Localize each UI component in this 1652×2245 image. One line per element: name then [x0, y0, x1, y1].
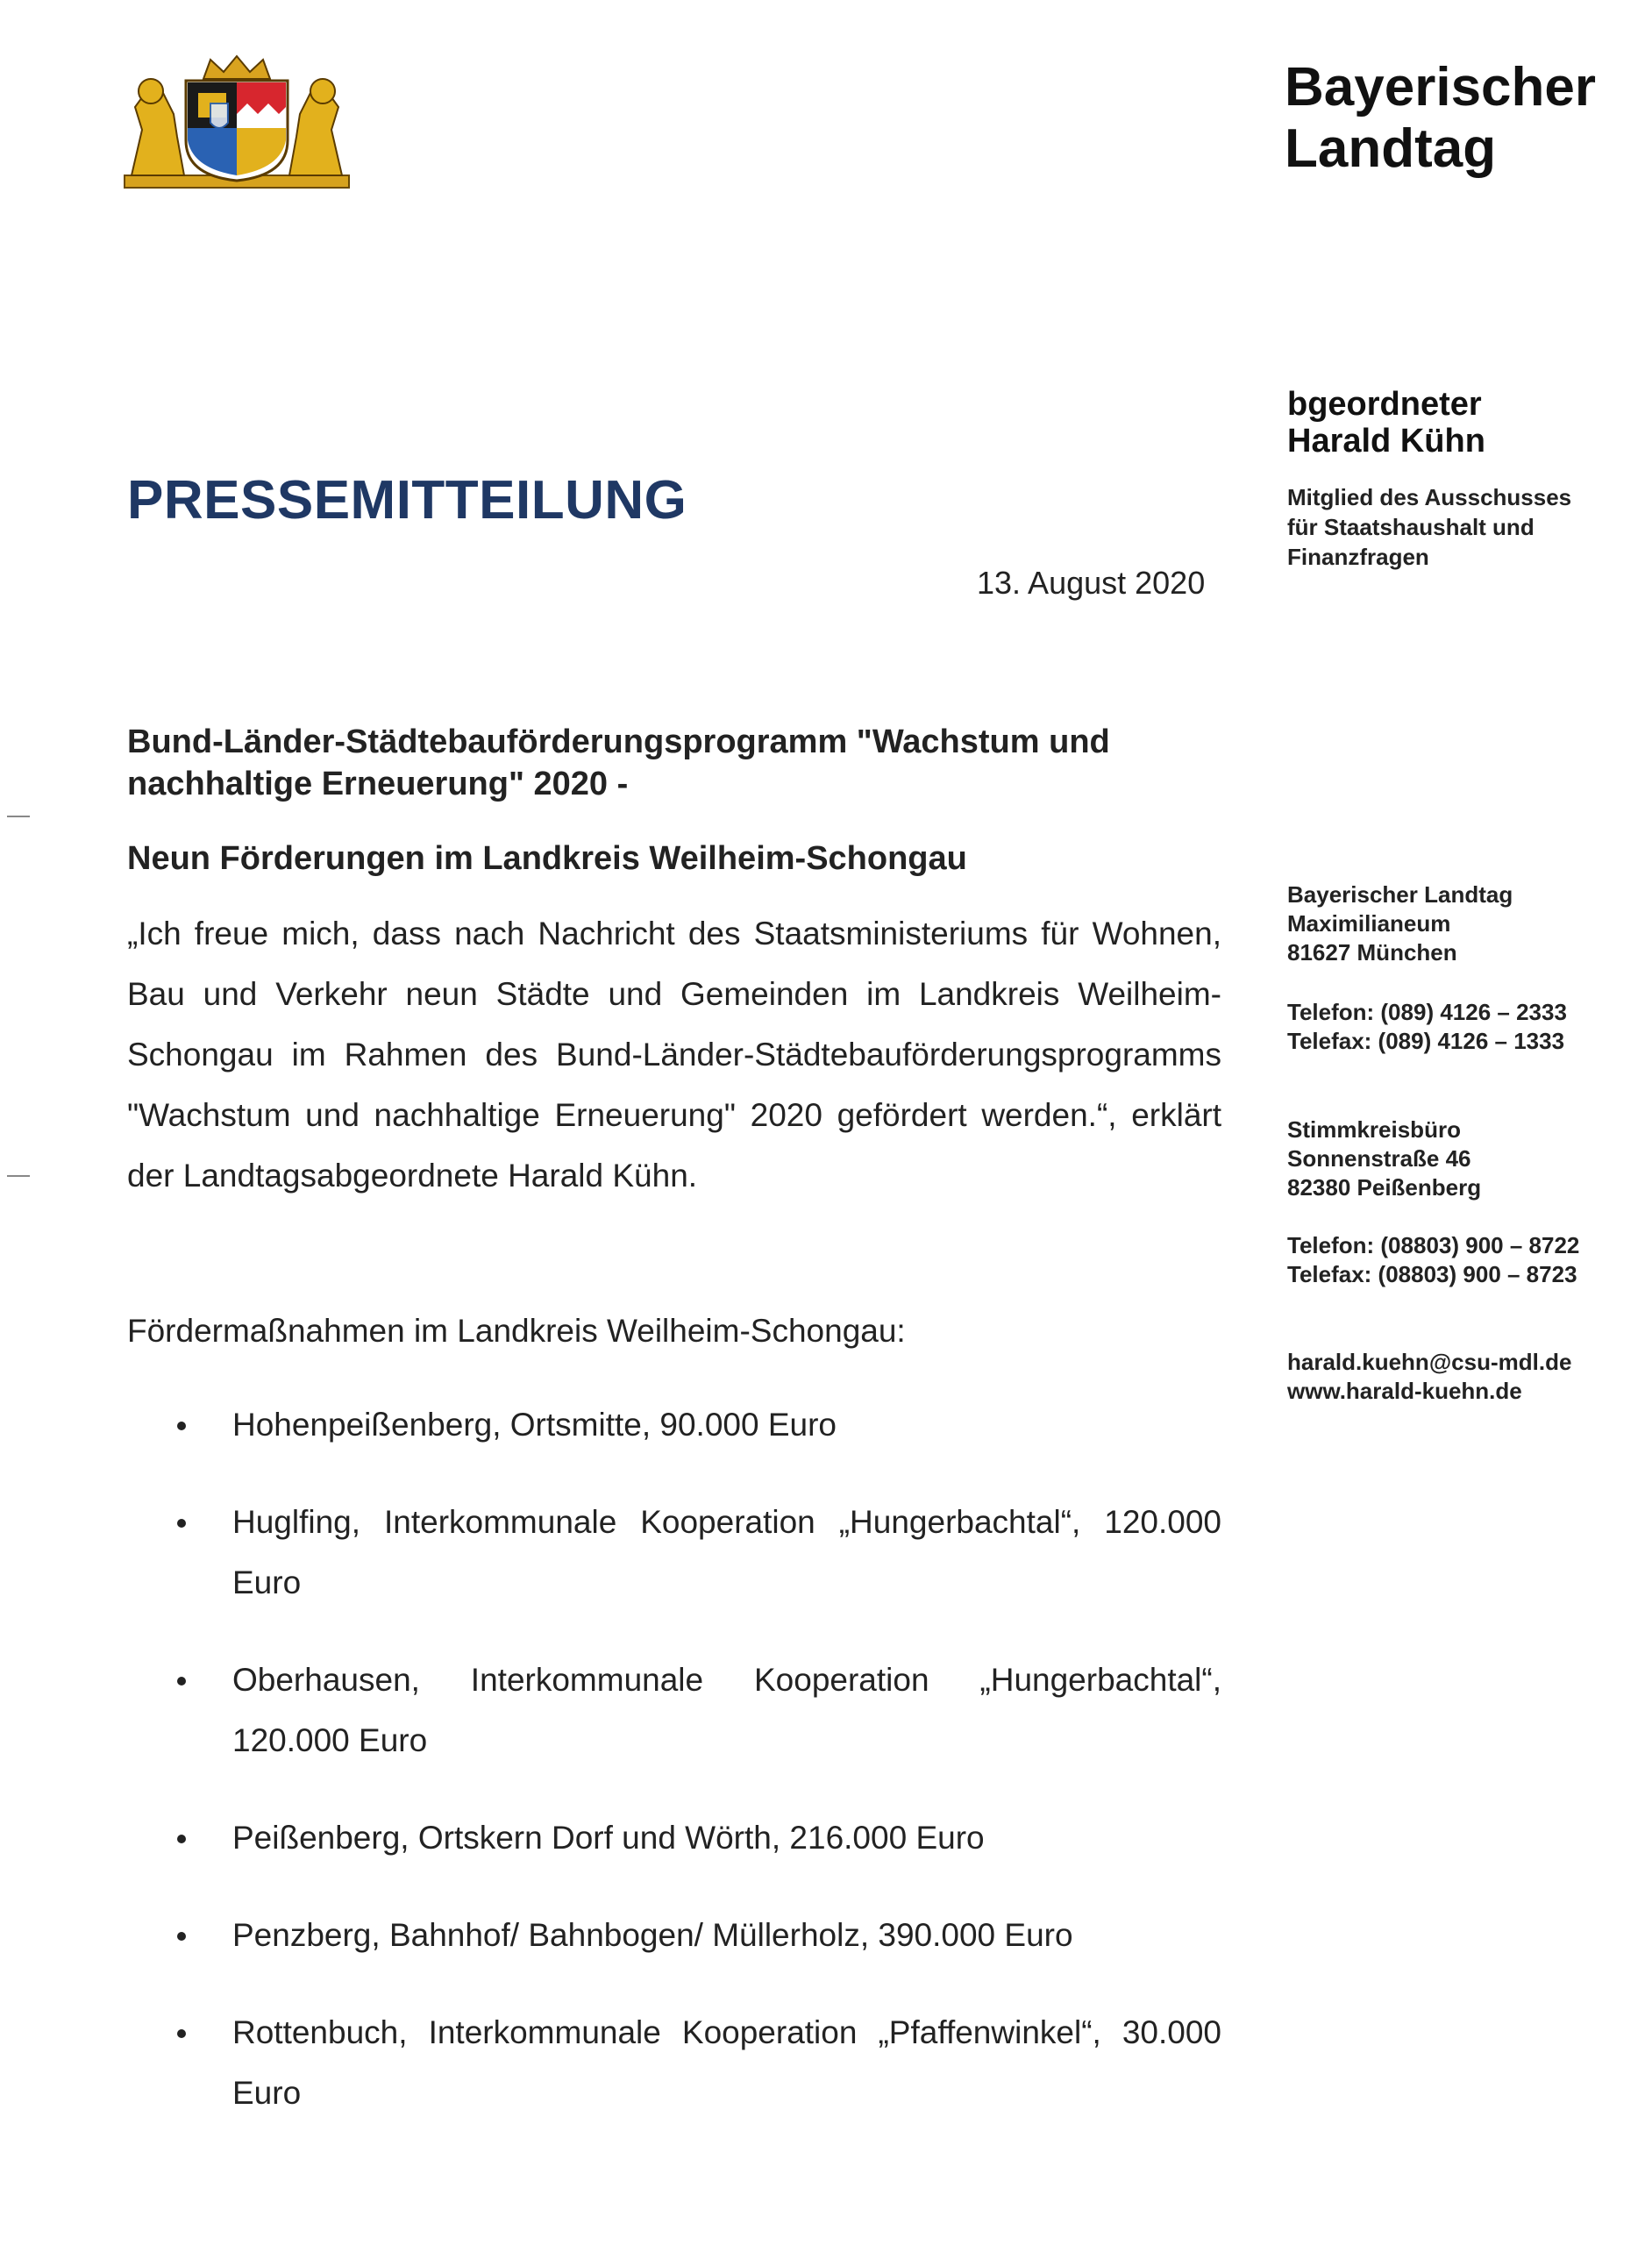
contact-line: Stimmkreisbüro [1287, 1116, 1461, 1143]
contact-line: Telefon: (08803) 900 – 8722 [1287, 1232, 1580, 1258]
contact-line: 81627 München [1287, 939, 1457, 966]
fold-mark [7, 816, 30, 817]
list-item [127, 2002, 1221, 2123]
press-release-label: PRESSEMITTEILUNG [127, 470, 687, 531]
measure-text: Peißenberg, Ortskern Dorf und Wörth, 216.000 Euro [232, 1820, 985, 1856]
title-line-2: Landtag [1285, 118, 1497, 179]
bullet-icon [177, 1519, 186, 1528]
contact-address [1287, 880, 1513, 967]
deputy-name-block [1287, 386, 1485, 460]
contact-office [1287, 1115, 1481, 1202]
deputy-title: bgeordneter [1287, 386, 1482, 423]
contact-line: Sonnenstraße 46 [1287, 1145, 1471, 1172]
bullet-icon [177, 2029, 186, 2038]
contact-phone [1287, 998, 1567, 1056]
contact-web [1287, 1348, 1571, 1406]
measure-text: Huglfing, Interkommunale Kooperation „Hungerbachtal“, 120.000 Euro [232, 1504, 1221, 1600]
bullet-icon [177, 1677, 186, 1686]
measures-list [127, 1394, 1221, 2160]
contact-line: Maximilianeum [1287, 910, 1451, 937]
bullet-icon [177, 1932, 186, 1941]
contact-line: Telefax: (089) 4126 – 1333 [1287, 1028, 1565, 1054]
fold-mark [7, 1175, 30, 1177]
bullet-icon [177, 1422, 186, 1430]
institution-title [1285, 57, 1596, 180]
bullet-icon [177, 1835, 186, 1843]
deputy-role [1287, 482, 1571, 572]
list-item [127, 1905, 1221, 1965]
title-line-1: Bayerischer [1285, 57, 1597, 118]
contact-line: Telefon: (089) 4126 – 2333 [1287, 999, 1567, 1025]
article-quote: „Ich freue mich, dass nach Nachricht des Staatsministeriums für Wohnen, Bau und Verkehr neun Städte und Gemeinden im Landkreis Weilheim-Schongau im Rahmen des Bund-Länder-Städtebauförderungsprogramms "Wachstum und nachhaltige Erneuerung" 2020 gefördert werden.“, erklärt der Landtagsabgeordnete Harald Kühn. [127, 916, 1221, 1194]
deputy-role-line: für Staatshaushalt und [1287, 514, 1535, 540]
list-item [127, 1650, 1221, 1771]
measure-text: Penzberg, Bahnhof/ Bahnbogen/ Müllerholz, 390.000 Euro [232, 1917, 1073, 1953]
measures-heading: Fördermaßnahmen im Landkreis Weilheim-Schongau: [127, 1313, 906, 1349]
list-item [127, 1394, 1221, 1455]
deputy-role-line: Finanzfragen [1287, 544, 1429, 570]
article-title: Bund-Länder-Städtebauförderungsprogramm "Wachstum und nachhaltige Erneuerung" 2020 - [127, 723, 1110, 802]
list-item [127, 1492, 1221, 1613]
deputy-name: Harald Kühn [1287, 423, 1485, 460]
measure-text: Hohenpeißenberg, Ortsmitte, 90.000 Euro [232, 1407, 837, 1443]
email-link[interactable]: harald.kuehn@csu-mdl.de [1287, 1349, 1572, 1375]
website-link[interactable]: www.harald-kuehn.de [1287, 1378, 1522, 1404]
deputy-role-line: Mitglied des Ausschusses [1287, 484, 1572, 510]
measure-text: Oberhausen, Interkommunale Kooperation „Hungerbachtal“, 120.000 Euro [232, 1662, 1221, 1758]
press-date: 13. August 2020 [977, 565, 1206, 601]
article-subtitle: Neun Förderungen im Landkreis Weilheim-Schongau [127, 840, 967, 877]
bavarian-coat-of-arms-icon [123, 53, 351, 193]
measure-text: Rottenbuch, Interkommunale Kooperation „Pfaffenwinkel“, 30.000 Euro [232, 2014, 1221, 2111]
contact-line: Telefax: (08803) 900 – 8723 [1287, 1261, 1577, 1287]
contact-line: 82380 Peißenberg [1287, 1174, 1482, 1201]
list-item [127, 1807, 1221, 1868]
contact-line: Bayerischer Landtag [1287, 881, 1513, 908]
contact-office-phone [1287, 1231, 1579, 1289]
